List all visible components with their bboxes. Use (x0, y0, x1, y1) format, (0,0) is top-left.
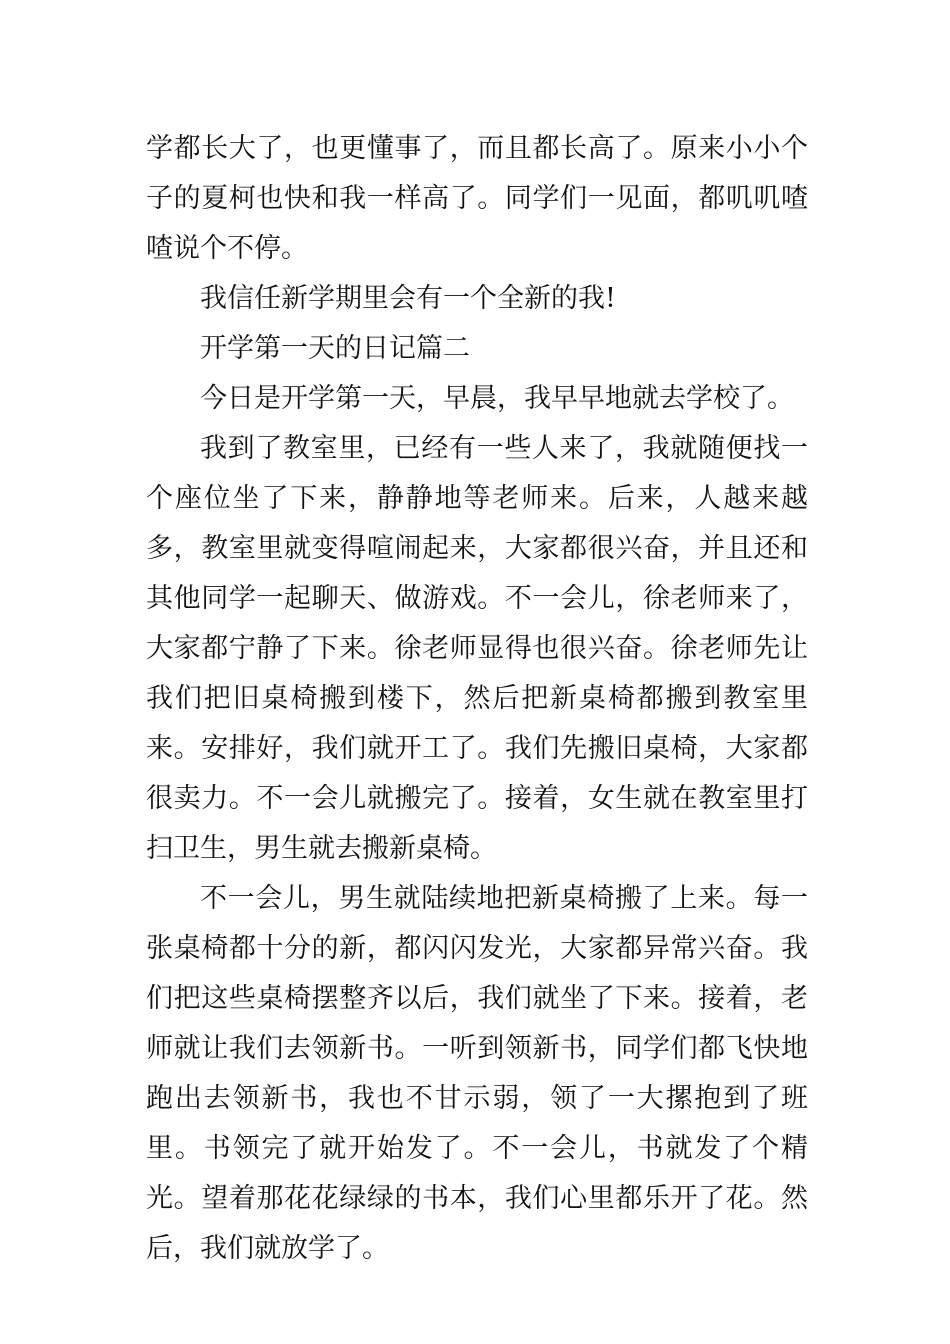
paragraph-intro: 今日是开学第一天，早晨，我早早地就去学校了。 (200, 383, 794, 414)
paragraph-classroom: 我到了教室里，已经有一些人来了，我就随便找一个座位坐了下来，静静地等老师来。后来，人越来越多，教室里就变得喧闹起来，大家都很兴奋，并且还和其他同学一起聊天、做游戏。不一会儿，徐老师来了，大家都宁静了下来。徐老师显得也很兴奋。徐老师先让我们把旧桌椅搬到楼下，然后把新桌椅都搬到教室里来。安排好，我们就开工了。我们先搬旧桌椅，大家都很卖力。不一会儿就搬完了。接着，女生就在教室里打扫卫生，男生就去搬新桌椅。 (146, 433, 808, 864)
document-body (146, 124, 808, 1274)
paragraph-continued: 学都长大了，也更懂事了，而且都长高了。原来小小个子的夏柯也快和我一样高了。同学们一见面，都叽叽喳喳说个不停。 (146, 133, 808, 264)
section-heading: 开学第一天的日记篇二 (200, 333, 470, 364)
paragraph-new-desks: 不一会儿，男生就陆续地把新桌椅搬了上来。每一张桌椅都十分的新，都闪闪发光，大家都异常兴奋。我们把这些桌椅摆整齐以后，我们就坐了下来。接着，老师就让我们去领新书。一听到领新书，同学们都飞快地跑出去领新书，我也不甘示弱，领了一大摞抱到了班里。书领完了就开始发了。不一会儿，书就发了个精光。望着那花花绿绿的书本，我们心里都乐开了花。然后，我们就放学了。 (146, 883, 808, 1264)
paragraph-belief: 我信任新学期里会有一个全新的我! (200, 283, 616, 314)
